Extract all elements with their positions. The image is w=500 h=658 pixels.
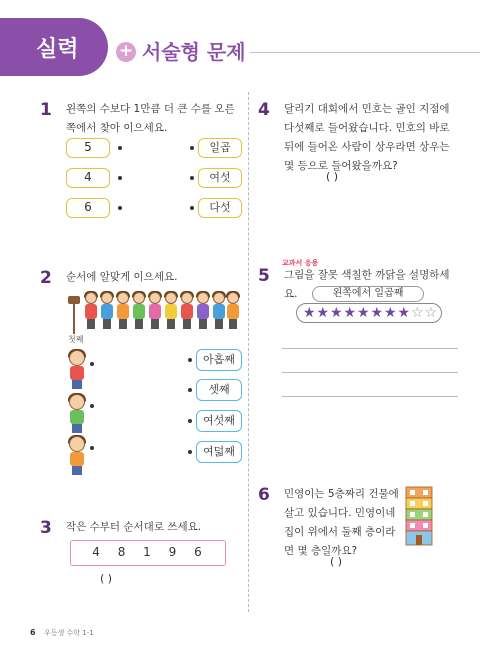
q2-child-dot-1[interactable] [90,362,94,366]
q6-text: 민영이는 5층짜리 건물에 살고 있습니다. 민영이네 집이 위에서 둘째 층이라면 몇 층일까요? [284,488,399,557]
star-caption: 왼쪽에서 일곱째 [312,286,424,302]
q2-child-dot-3[interactable] [90,446,94,450]
q1-right-dot-3[interactable] [190,206,194,210]
plus-icon: + [116,42,136,62]
column-divider [248,92,249,612]
q2-option-dot-3[interactable] [188,419,192,423]
q5-number: 5 [258,266,270,286]
header-rule [250,52,480,53]
q1-number: 1 [40,100,52,120]
page-number: 6 [30,628,36,637]
child-figure [212,292,226,330]
star-filled-icon: ★ [384,305,397,321]
q2-option-dot-1[interactable] [188,358,192,362]
q3-digits-box: 4 8 1 9 6 [70,540,226,566]
child-figure [196,292,210,330]
star-filled-icon: ★ [303,305,316,321]
child-figure [132,292,146,330]
star-filled-icon: ★ [343,305,357,321]
star-empty-icon: ☆ [411,305,424,321]
q1-left-dot-1[interactable] [118,146,122,150]
q1-left-dot-2[interactable] [118,176,122,180]
girl-figure-2 [66,394,88,434]
star-filled-icon: ★ [316,305,330,321]
q2-option-1[interactable]: 아홉째 [196,349,242,371]
q5-answer-line-3[interactable] [282,396,458,397]
q1-right-box-3[interactable]: 다섯 [198,198,242,218]
section-tab-label: 실력 [36,37,79,62]
q5-answer-line-2[interactable] [282,372,458,373]
q3-text: 작은 수부터 순서대로 쓰세요. [66,521,202,533]
child-figure [116,292,130,330]
q1-right-dot-2[interactable] [190,176,194,180]
section-tab [0,18,108,76]
q1-left-box-3[interactable]: 6 [66,198,110,218]
star-filled-icon: ★ [330,305,343,321]
q4-number: 4 [258,100,270,120]
q3-number: 3 [40,518,52,538]
girl-figure-1 [66,350,88,390]
q2-child-dot-2[interactable] [90,404,94,408]
star-strip [296,303,442,323]
q1-left-dot-3[interactable] [118,206,122,210]
child-figure [148,292,162,330]
building-illustration [404,485,434,547]
q2-option-dot-4[interactable] [188,450,192,454]
q6-number: 6 [258,485,270,505]
book-title: 우등생 수학 1-1 [44,629,94,637]
textbook-badge: 교과서 응용 [282,259,319,267]
q1-left-box-2[interactable]: 4 [66,168,110,188]
q4-text: 달리기 대회에서 민호는 골인 지점에 다섯째로 들어왔습니다. 민호의 바로 뒤에 들어온 사람이 상우라면 상우는 몇 등으로 들어왔을까요? [284,103,450,172]
q1-text: 왼쪽의 수보다 1만큼 더 큰 수를 오른쪽에서 찾아 이으세요. [66,103,235,134]
q2-option-3[interactable]: 여섯째 [196,410,242,432]
first-label: 첫째 [68,335,84,344]
q2-option-4[interactable]: 여덟째 [196,441,242,463]
child-figure [180,292,194,330]
star-filled-icon: ★ [397,305,411,321]
q4-answer-blank[interactable]: ( ) [326,170,339,183]
q1-left-box-1[interactable]: 5 [66,138,110,158]
star-filled-icon: ★ [357,305,370,321]
q2-option-2[interactable]: 셋째 [196,379,242,401]
q1-right-box-1[interactable]: 일곱 [198,138,242,158]
q5-text: 그림을 잘못 색칠한 까닭을 설명하세요. [284,269,450,300]
q1-right-box-2[interactable]: 여섯 [198,168,242,188]
child-figure [226,292,240,330]
q6-answer-blank[interactable]: ( ) [330,555,343,568]
child-figure [164,292,178,330]
q3-answer-blank[interactable]: ( ) [100,572,113,585]
children-line-illustration [68,292,240,332]
q2-option-dot-2[interactable] [188,388,192,392]
boy-figure [66,436,88,476]
child-figure [84,292,98,330]
section-subtitle: 서술형 문제 [142,40,246,64]
child-figure [100,292,114,330]
q2-number: 2 [40,268,52,288]
q1-right-dot-1[interactable] [190,146,194,150]
star-empty-icon: ☆ [424,305,438,321]
q5-answer-line-1[interactable] [282,348,458,349]
q2-text: 순서에 알맞게 이으세요. [66,271,178,283]
star-filled-icon: ★ [370,305,384,321]
